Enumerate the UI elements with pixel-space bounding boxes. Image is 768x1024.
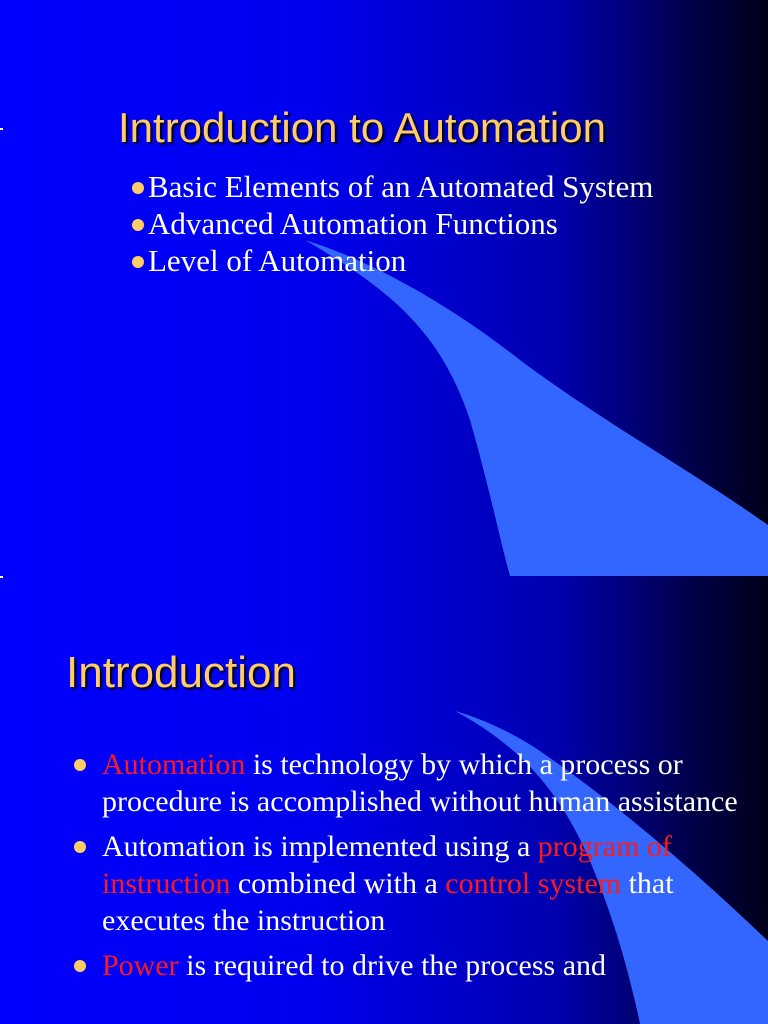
slide-title: Introduction [66, 648, 296, 697]
topic-list [132, 168, 653, 279]
topic-item: Level of Automation [132, 242, 653, 279]
bullet-item: Power is required to drive the process and [70, 947, 750, 984]
slide-2 [0, 576, 768, 1024]
slide-title: Introduction to Automation [118, 104, 606, 151]
bullet-list [70, 746, 750, 992]
topic-item: Basic Elements of an Automated System [132, 168, 653, 205]
topic-item: Advanced Automation Functions [132, 205, 653, 242]
bullet-icon [74, 841, 86, 853]
bullet-icon [132, 219, 144, 231]
bullet-icon [74, 759, 86, 771]
bullet-item: Automation is implemented using a program of instruction combined with a control system that executes the instruction [70, 828, 750, 939]
bullet-icon [132, 256, 144, 268]
bullet-icon [74, 960, 86, 972]
edge-tick [0, 128, 3, 130]
bullet-icon [132, 182, 144, 194]
edge-tick [0, 576, 3, 578]
bullet-item: Automation is technology by which a process or procedure is accomplished without human assistance [70, 746, 750, 820]
